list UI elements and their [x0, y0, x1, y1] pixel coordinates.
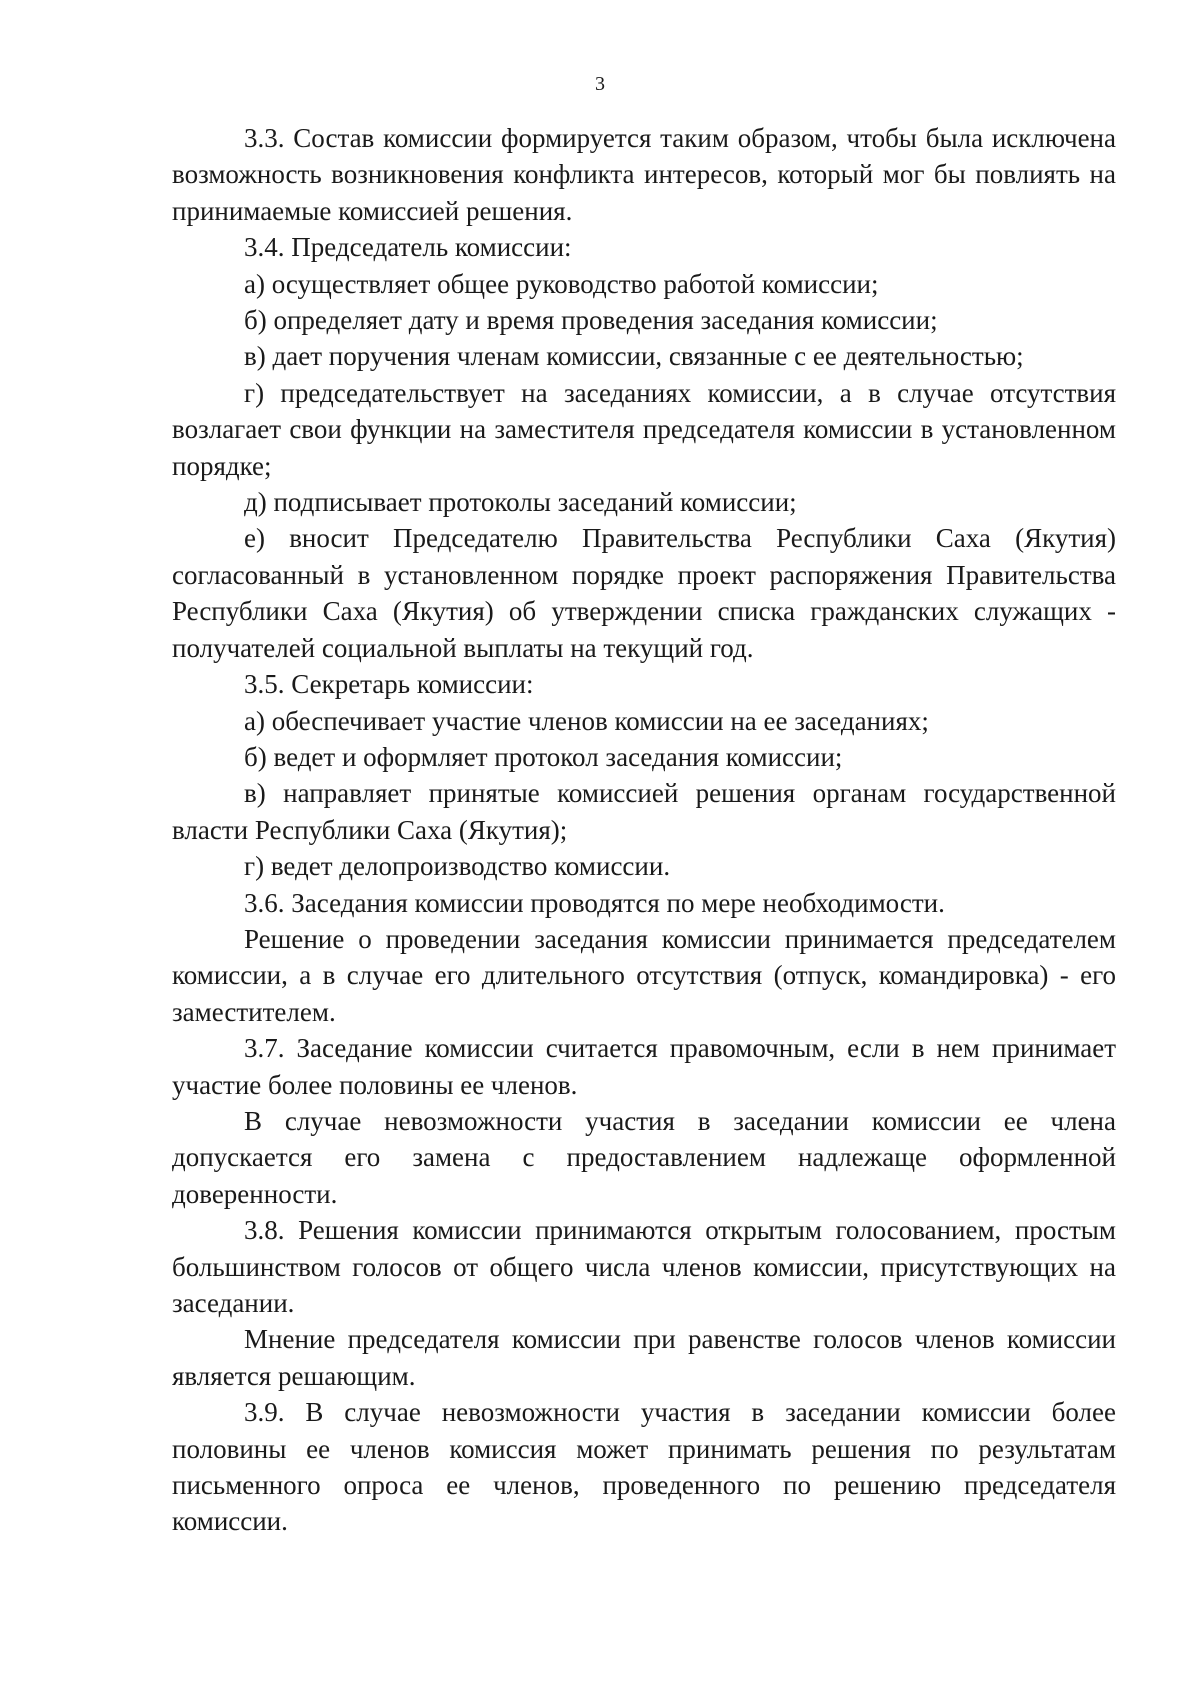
- paragraph-3-8-chair-vote: Мнение председателя комиссии при равенстве голосов членов комиссии является решающим.: [172, 1324, 1116, 1391]
- paragraph-3-9: 3.9. В случае невозможности участия в заседании комиссии более половины ее членов комиссия может принимать решения по результатам письменного опроса ее членов, проведенного по решению председателя комиссии.: [172, 1397, 1116, 1537]
- paragraph-3-8: 3.8. Решения комиссии принимаются открытым голосованием, простым большинством голосов от общего числа членов комиссии, присутствующих на заседании.: [172, 1215, 1116, 1318]
- paragraph-3-5-a: а) обеспечивает участие членов комиссии на ее заседаниях;: [244, 705, 929, 736]
- page-number: 3: [595, 73, 605, 95]
- paragraph-3-4-d: д) подписывает протоколы заседаний комиссии;: [244, 487, 797, 518]
- document-body: [172, 120, 1116, 1540]
- paragraph-3-6: 3.6. Заседания комиссии проводятся по мере необходимости.: [244, 887, 945, 918]
- paragraph-3-7-replacement: В случае невозможности участия в заседании комиссии ее члена допускается его замена с предоставлением надлежаще оформленной доверенности.: [172, 1105, 1116, 1209]
- paragraph-3-3: 3.3. Состав комиссии формируется таким образом, чтобы была исключена возможность возникновения конфликта интересов, который мог бы повлиять на принимаемые комиссией решения.: [172, 123, 1116, 226]
- paragraph-3-5-v: в) направляет принятые комиссией решения органам государственной власти Республики Саха (Якутия);: [172, 778, 1116, 845]
- paragraph-3-4-a: а) осуществляет общее руководство работой комиссии;: [244, 268, 879, 299]
- paragraph-3-4-b: б) определяет дату и время проведения заседания комиссии;: [244, 305, 938, 336]
- paragraph-3-5-b: б) ведет и оформляет протокол заседания комиссии;: [244, 741, 843, 772]
- paragraph-3-7: 3.7. Заседание комиссии считается правомочным, если в нем принимает участие более половины ее членов.: [172, 1033, 1116, 1100]
- paragraph-3-4-v: в) дает поручения членам комиссии, связанные с ее деятельностью;: [244, 341, 1024, 372]
- paragraph-3-5-g: г) ведет делопроизводство комиссии.: [244, 851, 671, 882]
- paragraph-3-5-heading: 3.5. Секретарь комиссии:: [244, 669, 534, 700]
- paragraph-3-4-e: е) вносит Председателю Правительства Республики Саха (Якутия) согласованный в установленном порядке проект распоряжения Правительства Республики Саха (Якутия) об утверждении списка гражданских служащих - получателей социальной выплаты на текущий год.: [172, 523, 1116, 663]
- paragraph-3-4-heading: 3.4. Председатель комиссии:: [244, 232, 572, 263]
- paragraph-3-6-decision: Решение о проведении заседания комиссии принимается председателем комиссии, а в случае его длительного отсутствия (отпуск, командировка) - его заместителем.: [172, 923, 1116, 1027]
- paragraph-3-4-g: г) председательствует на заседаниях комиссии, а в случае отсутствия возлагает свои функции на заместителя председателя комиссии в установленном порядке;: [172, 377, 1116, 481]
